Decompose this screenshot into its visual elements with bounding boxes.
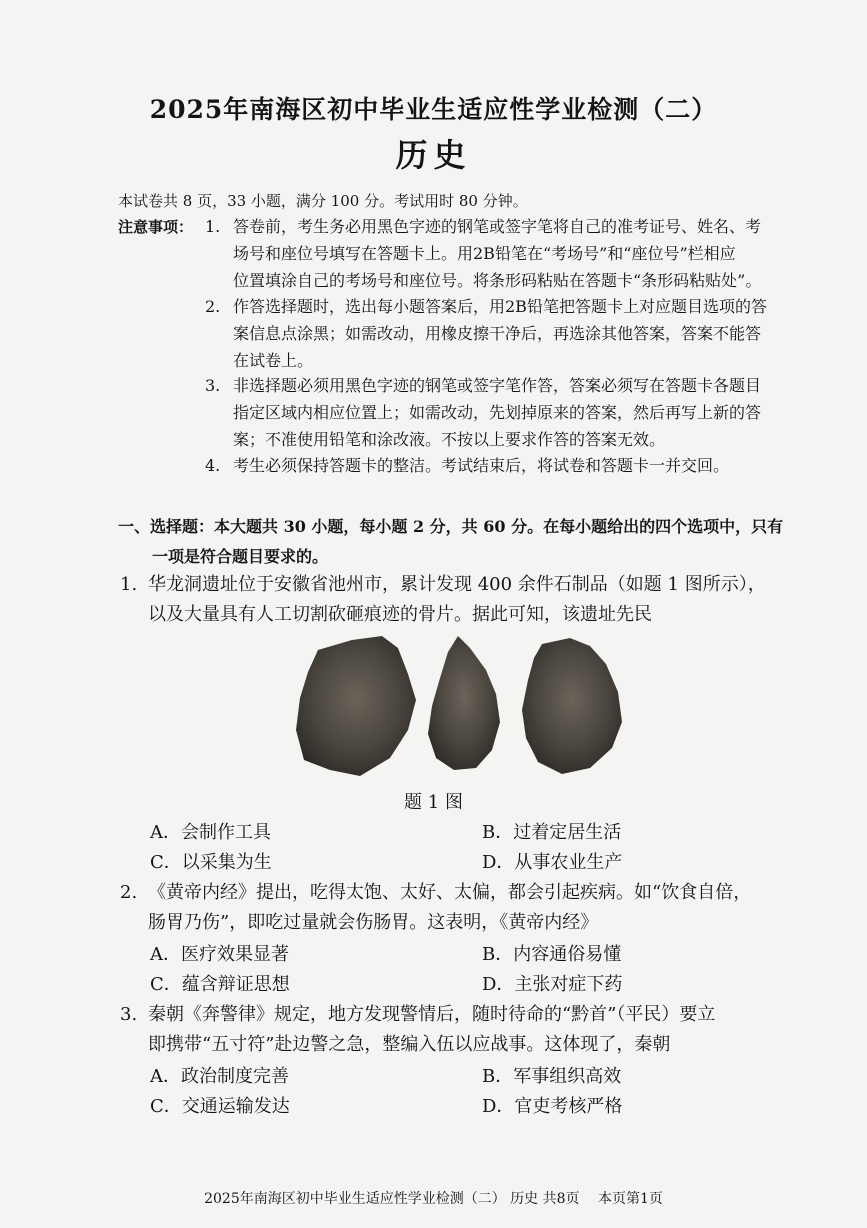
option-d[interactable]: D．从事农业生产 — [482, 852, 623, 873]
note-line: 考生必须保持答题卡的整洁。考试结束后，将试卷和答题卡一并交回。 — [233, 456, 730, 475]
note-line: 位置填涂自己的考场号和座位号。将条形码粘贴在答题卡“条形码粘贴处”。 — [233, 271, 762, 290]
option-a[interactable]: A．医疗效果显著 — [150, 944, 289, 965]
exam-title: 2025年南海区初中毕业生适应性学业检测（二） — [149, 95, 718, 124]
note-text — [233, 372, 813, 453]
question-line: 肠胃乃伤”，即吃过量就会伤肠胃。这表明，《黄帝内经》 — [148, 912, 599, 933]
option-c[interactable]: C．以采集为生 — [150, 852, 272, 873]
stone-tool-middle — [428, 636, 500, 770]
option-c[interactable]: C．蕴含辩证思想 — [150, 974, 290, 995]
note-number: 3. — [205, 376, 221, 395]
question-line: 秦朝《奔警律》规定，地方发现警情后，随时待命的“黔首”（平民）要立 — [148, 1004, 716, 1025]
page-footer: 2025年南海区初中毕业生适应性学业检测（二） 历史 共8页 本页第1页 — [204, 1191, 663, 1207]
exam-info: 本试卷共 8 页，33 小题，满分 100 分。考试用时 80 分钟。 — [118, 192, 528, 210]
stone-tool-left — [296, 636, 416, 776]
notes-label: 注意事项： — [118, 218, 194, 236]
question-number: 2. — [120, 882, 138, 903]
note-line: 指定区域内相应位置上；如需改动，先划掉原来的答案，然后再写上新的答 — [233, 403, 762, 422]
stone-tool-right — [522, 638, 622, 774]
option-d[interactable]: D．主张对症下药 — [482, 974, 623, 995]
question-stem — [148, 570, 808, 630]
option-a[interactable]: A．会制作工具 — [150, 822, 271, 843]
option-b[interactable]: B．内容通俗易懂 — [482, 944, 622, 965]
note-text — [233, 213, 813, 294]
question-line: 华龙洞遗址位于安徽省池州市，累计发现 400 余件石制品（如题 1 图所示）， — [148, 574, 766, 595]
section-heading — [118, 512, 808, 572]
question-number: 3. — [120, 1004, 138, 1025]
note-number: 4. — [205, 456, 221, 475]
note-line: 答卷前，考生务必用黑色字迹的钢笔或签字笔将自己的准考证号、姓名、考 — [233, 217, 762, 236]
note-text — [233, 293, 813, 374]
question-line: 《黄帝内经》提出，吃得太饱、太好、太偏，都会引起疾病。如“饮食自倍， — [148, 882, 752, 903]
option-a[interactable]: A．政治制度完善 — [150, 1066, 289, 1087]
note-text — [233, 452, 813, 479]
option-d[interactable]: D．官吏考核严格 — [482, 1096, 623, 1117]
question-line: 以及大量具有人工切割砍砸痕迹的骨片。据此可知，该遗址先民 — [148, 604, 652, 625]
option-b[interactable]: B．军事组织高效 — [482, 1066, 622, 1087]
note-line: 在试卷上。 — [233, 351, 314, 370]
note-line: 作答选择题时，选出每小题答案后，用2B铅笔把答题卡上对应题目选项的答 — [233, 297, 767, 316]
note-number: 1. — [205, 217, 221, 236]
question-stem — [148, 1000, 808, 1060]
section-line: 一项是符合题目要求的。 — [152, 547, 329, 566]
question-stem — [148, 878, 808, 938]
stone-tools-figure — [290, 630, 630, 780]
note-line: 案信息点涂黑；如需改动，用橡皮擦干净后，再选涂其他答案，答案不能答 — [233, 324, 762, 343]
subject-title: 历史 — [395, 136, 472, 174]
note-number: 2. — [205, 297, 221, 316]
note-line: 非选择题必须用黑色字迹的钢笔或签字笔作答，答案必须写在答题卡各题目 — [233, 376, 762, 395]
question-line: 即携带“五寸符”赴边警之急，整编入伍以应战事。这体现了，秦朝 — [148, 1034, 671, 1055]
figure-caption: 题 1 图 — [404, 792, 463, 813]
option-b[interactable]: B．过着定居生活 — [482, 822, 622, 843]
note-line: 案；不准使用铅笔和涂改液。不按以上要求作答的答案无效。 — [233, 430, 666, 449]
question-number: 1. — [120, 574, 138, 595]
option-c[interactable]: C．交通运输发达 — [150, 1096, 290, 1117]
note-line: 场号和座位号填写在答题卡上。用2B铅笔在“考场号”和“座位号”栏相应 — [233, 244, 736, 263]
section-line: 一、选择题：本大题共 30 小题，每小题 2 分，共 60 分。在每小题给出的四个选项中，只有 — [118, 517, 784, 536]
